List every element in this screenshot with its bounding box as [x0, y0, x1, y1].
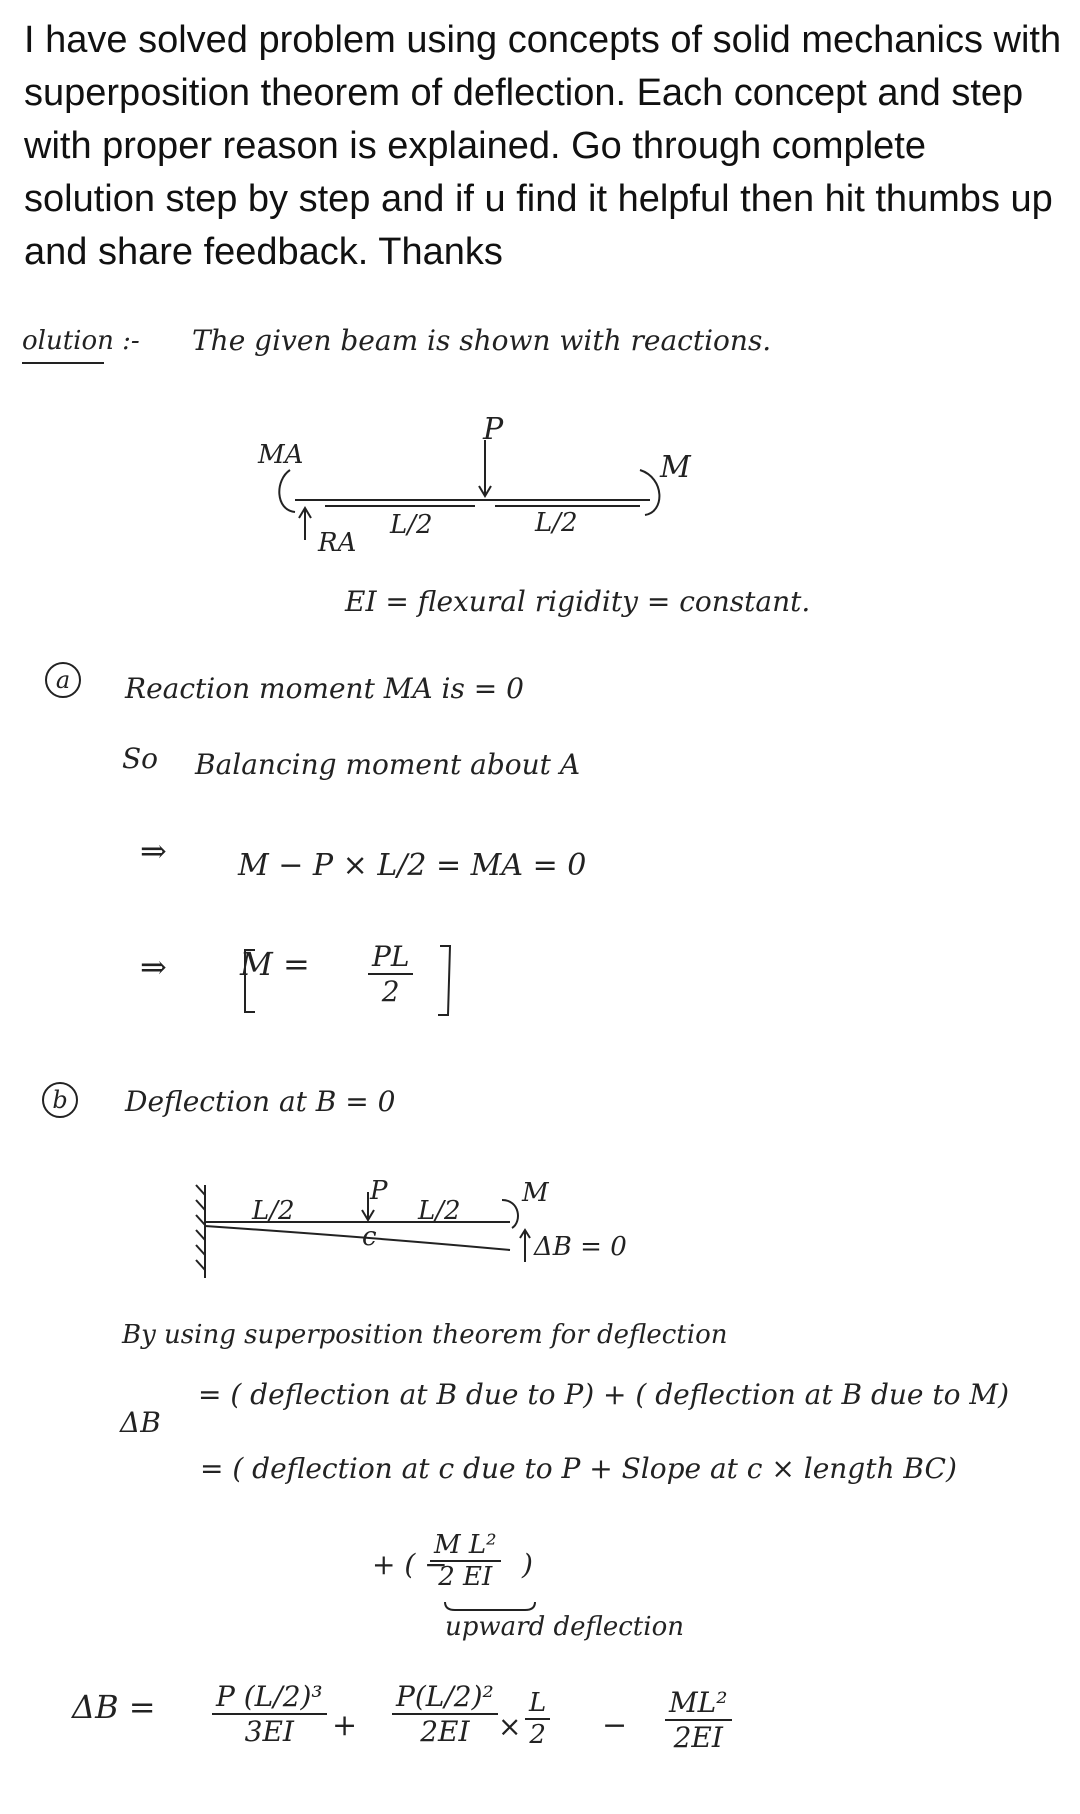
- eq-line-3-prefix: + ( −: [372, 1548, 448, 1581]
- final-term2b: [525, 1688, 550, 1750]
- final-term3-num: ML²: [665, 1686, 732, 1721]
- part-a-eq2-den: 2: [381, 975, 400, 1008]
- fig1-ra: RA: [318, 528, 357, 558]
- part-b-line1: Deflection at B = 0: [125, 1085, 396, 1118]
- solution-label: olution :-: [22, 326, 140, 356]
- fig1-p: P: [483, 412, 504, 447]
- part-a-arrow2: ⇒: [140, 948, 167, 986]
- final-term2: [392, 1680, 498, 1748]
- part-a-eq2-num: PL: [368, 940, 413, 975]
- part-a-line2: Balancing moment about A: [195, 748, 581, 781]
- final-minus: −: [602, 1708, 628, 1743]
- part-a-eq2-lhs: M =: [240, 945, 310, 983]
- fig2-m: M: [522, 1178, 549, 1208]
- final-term1: [212, 1680, 327, 1748]
- fig1-half-left: L/2: [390, 510, 433, 540]
- fig2-c: c: [362, 1222, 377, 1252]
- fig1-ma: MA: [258, 440, 304, 470]
- fig2-p: P: [370, 1176, 388, 1206]
- eq-line-2: = ( deflection at c due to P + Slope at c × length BC): [200, 1452, 957, 1485]
- solution-text: The given beam is shown with reactions.: [192, 324, 772, 357]
- final-term3-den: 2EI: [673, 1721, 723, 1754]
- fig2-half-left: L/2: [252, 1196, 295, 1226]
- part-a-eq1: M − P × L/2 = MA = 0: [238, 848, 587, 883]
- fig2-delta-b: ΔB = 0: [534, 1232, 627, 1262]
- eq-line-3-suffix: ): [522, 1548, 533, 1581]
- final-term2b-den: 2: [529, 1720, 546, 1750]
- final-term3: [665, 1686, 732, 1754]
- fig2-half-right: L/2: [418, 1196, 461, 1226]
- eq-line-1: = ( deflection at B due to P) + ( deflection at B due to M): [198, 1378, 1009, 1411]
- part-b-marker: b: [42, 1082, 78, 1118]
- final-lhs: ΔB =: [72, 1688, 156, 1726]
- fig1-m: M: [660, 450, 691, 485]
- intro-text: I have solved problem using concepts of solid mechanics with superposition theorem of deflection. Each concept and step with proper reason is explained. Go through complete solution step by step and if u find it helpful then hit thumbs up and share feedback. Thanks: [24, 19, 1062, 273]
- part-a-line1: Reaction moment MA is = 0: [125, 672, 524, 705]
- final-times: ×: [498, 1710, 522, 1743]
- part-a-arrow1: ⇒: [140, 832, 167, 870]
- part-a-marker: a: [45, 662, 81, 698]
- superposition-text: By using superposition theorem for deflection: [122, 1320, 728, 1350]
- final-term2-den: 2EI: [420, 1715, 470, 1748]
- fig1-ei-note: EI = flexural rigidity = constant.: [345, 585, 811, 618]
- upward-deflection: upward deflection: [445, 1612, 684, 1642]
- final-term1-den: 3EI: [244, 1715, 294, 1748]
- final-term1-num: P (L/2)³: [212, 1680, 327, 1715]
- final-term2b-num: L: [525, 1688, 550, 1720]
- eq-line-3-num: M L²: [430, 1530, 501, 1562]
- fig1-half-right: L/2: [535, 508, 578, 538]
- final-plus: +: [332, 1708, 358, 1743]
- part-a-so: So: [122, 742, 159, 775]
- eq-line-3-den: 2 EI: [438, 1562, 493, 1592]
- delta-b-label: ΔB: [120, 1406, 161, 1439]
- final-term2-num: P(L/2)²: [392, 1680, 498, 1715]
